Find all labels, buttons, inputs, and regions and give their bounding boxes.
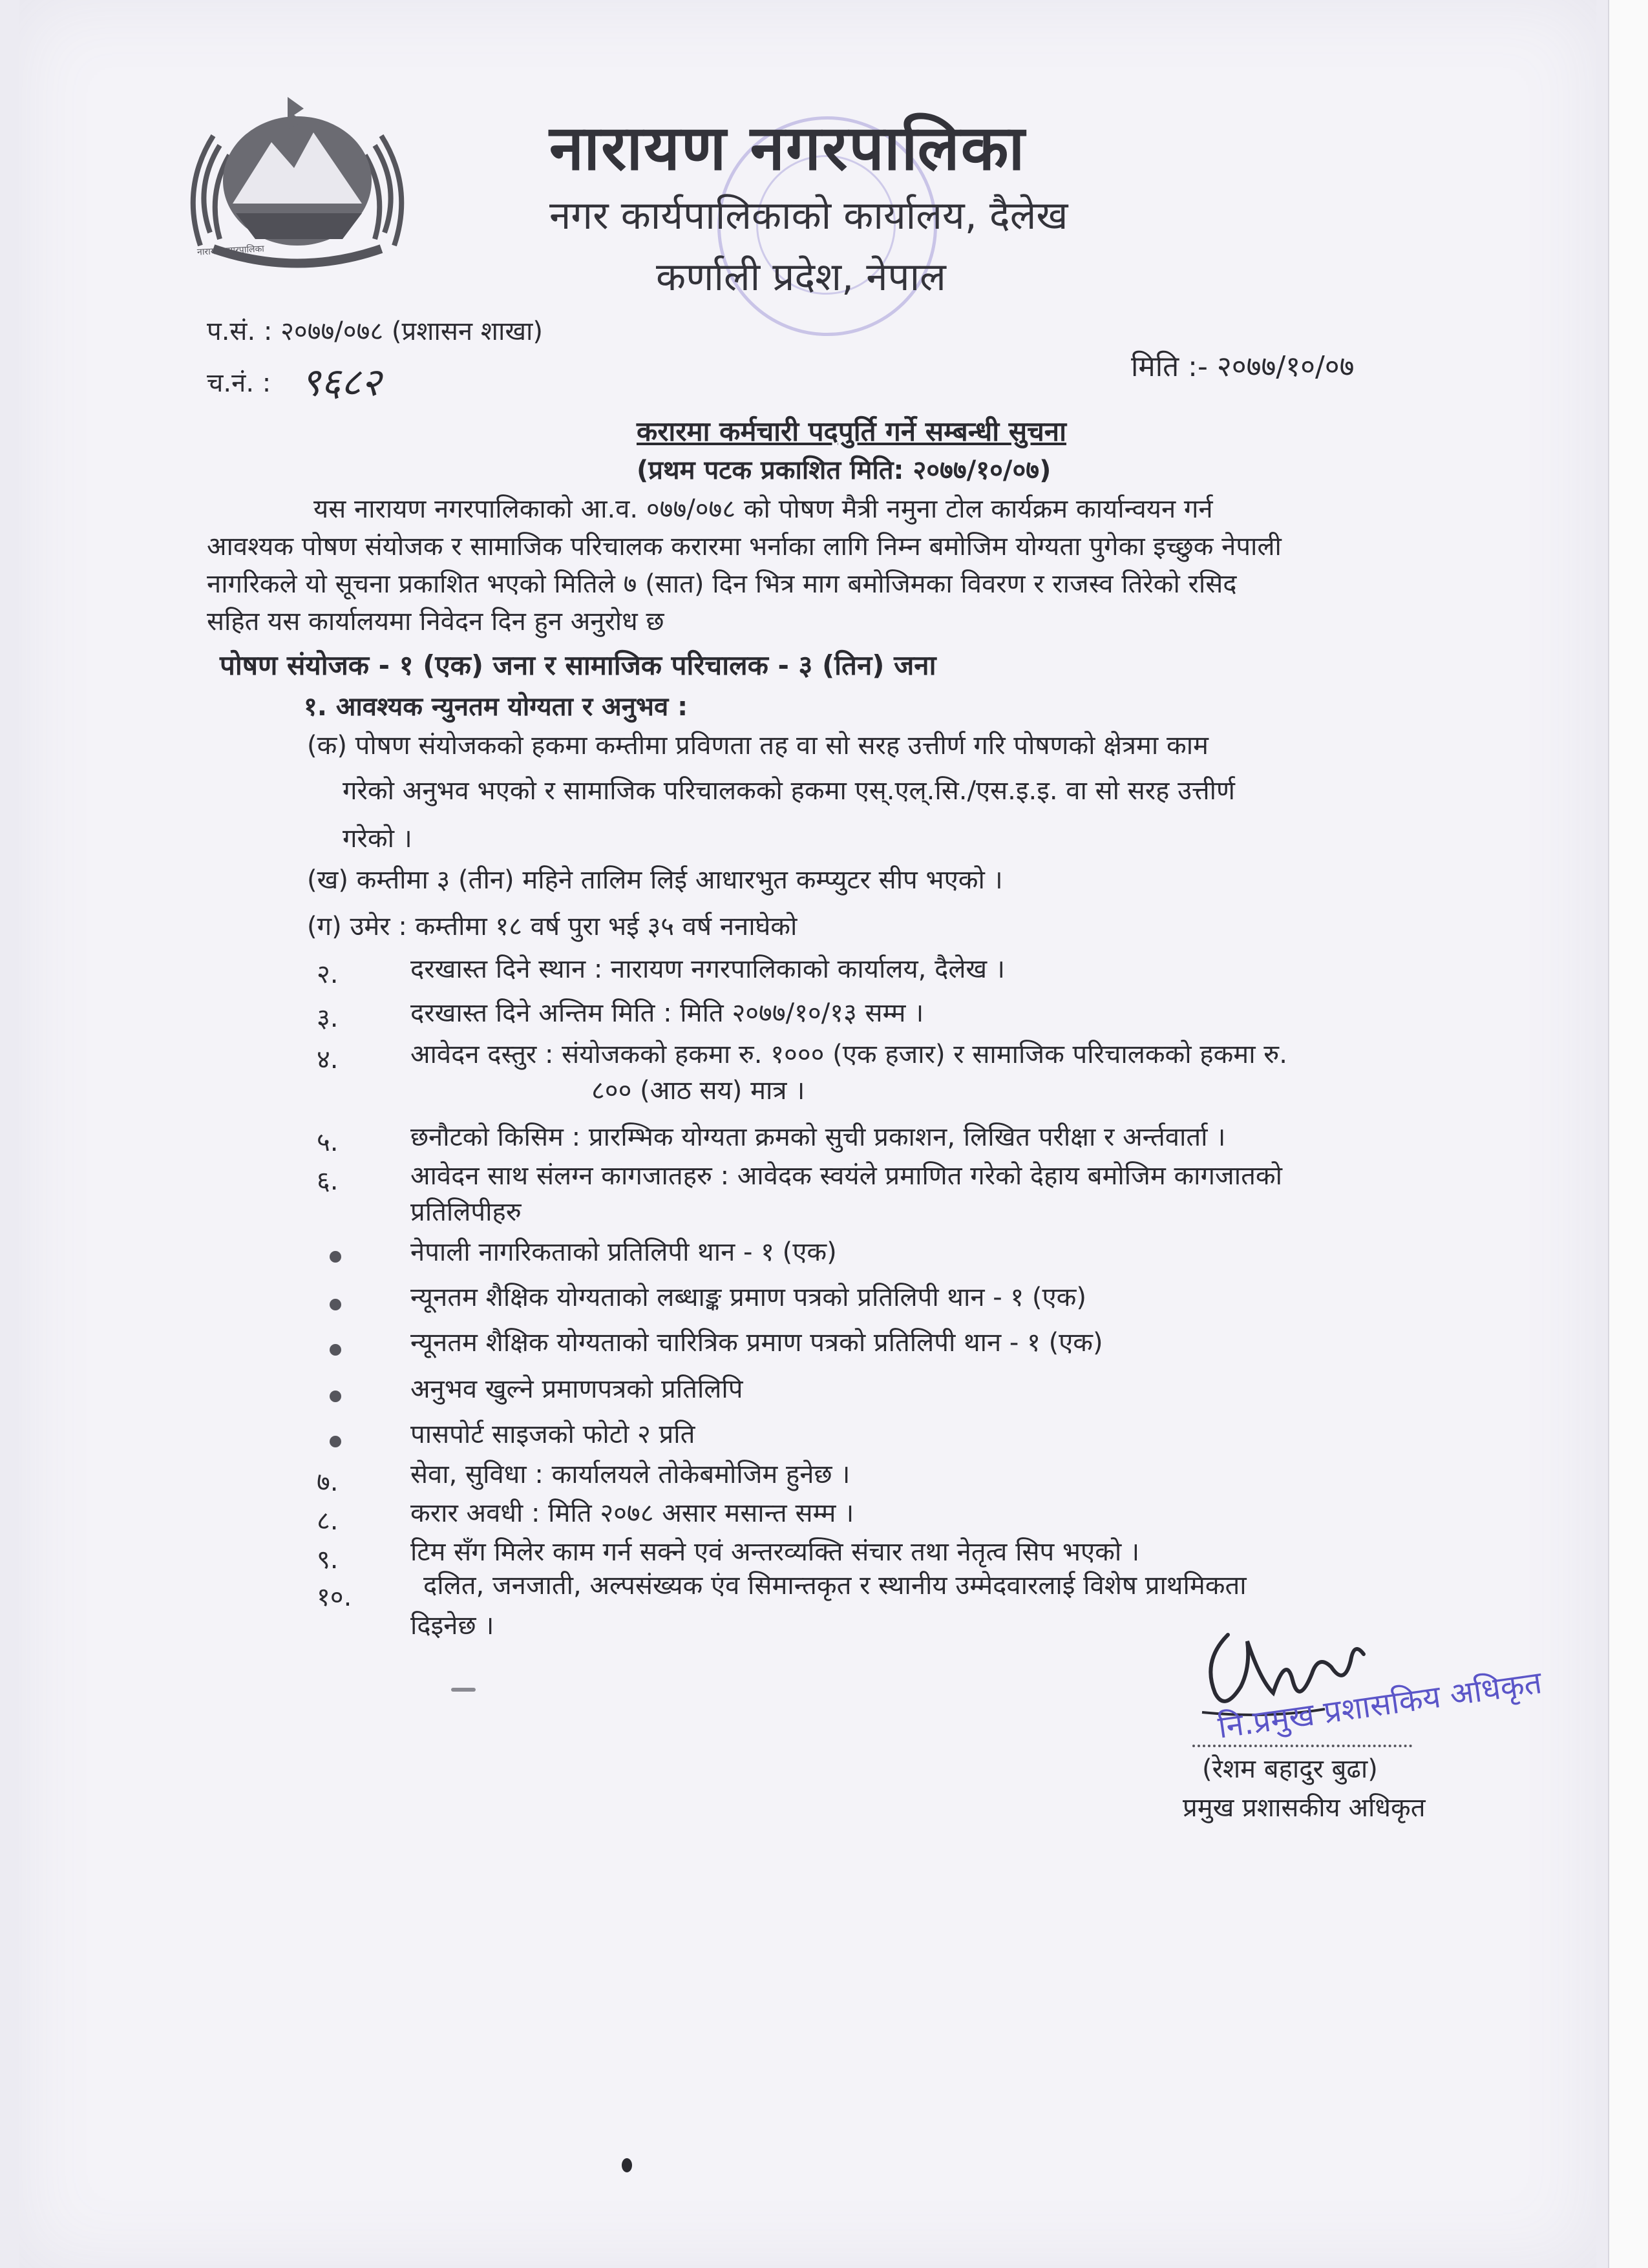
notice-title: करारमा कर्मचारी पदपुर्ति गर्ने सम्बन्धी सुचना — [637, 415, 1066, 447]
item-text-continued: दिइनेछ । — [410, 1611, 494, 1641]
intro-line-4: सहित यस कार्यालयमा निवेदन दिन हुन अनुरोध छ — [207, 607, 664, 636]
item-text: दरखास्त दिने अन्तिम मिति : मिति २०७७/१०/१३ सम्म । — [410, 998, 924, 1028]
item-number: ५. — [317, 1128, 339, 1157]
emblem-ribbon-text: नारायण नगरपालिका — [196, 244, 265, 258]
item-number: ९. — [317, 1545, 339, 1575]
item-number: ४. — [317, 1045, 339, 1075]
page-title: नारायण नगरपालिका — [549, 112, 1026, 184]
item-text: दरखास्त दिने स्थान : नारायण नगरपालिकाको कार्यालय, दैलेख । — [410, 954, 1006, 984]
item-text: करार अवधी : मिति २०७८ असार मसान्त सम्म । — [410, 1498, 854, 1528]
signatory-designation: प्रमुख प्रशासकीय अधिकृत — [1183, 1793, 1426, 1823]
office-name: नगर कार्यपालिकाको कार्यालय, दैलेख — [549, 193, 1068, 238]
intro-line-2: आवश्यक पोषण संयोजक र सामाजिक परिचालक करारमा भर्नाका लागि निम्न बमोजिम योग्यता पुगेका इच्छुक नेपाली — [207, 532, 1282, 562]
posts-summary: पोषण संयोजक - १ (एक) जना र सामाजिक परिचालक - ३ (तिन) जना — [220, 649, 936, 681]
dispatch-number: ९६८२ — [301, 360, 381, 405]
item-text: आवेदन दस्तुर : संयोजकको हकमा रु. १००० (एक हजार) र सामाजिक परिचालकको हकमा रु. — [410, 1040, 1287, 1069]
province-name: कर्णाली प्रदेश, नेपाल — [656, 255, 946, 300]
item-text-continued: ८०० (आठ सय) मात्र । — [591, 1076, 805, 1106]
item-text: सेवा, सुविधा : कार्यालयले तोकेबमोजिम हुनेछ । — [410, 1460, 850, 1489]
item-text: आवेदन साथ संलग्न कागजातहरु : आवेदक स्वयंले प्रमाणित गरेको देहाय बमोजिम कागजातको — [410, 1161, 1282, 1191]
document-item: अनुभव खुल्ने प्रमाणपत्रको प्रतिलिपि — [410, 1374, 743, 1404]
bullet-icon — [330, 1344, 341, 1356]
reference-number: प.सं. : २०७७/०७८ (प्रशासन शाखा) — [207, 317, 544, 346]
item-number: १०. — [317, 1582, 352, 1612]
signatory-name: (रेशम बहादुर बुढा) — [1202, 1754, 1378, 1784]
item-text: टिम सँग मिलेर काम गर्न सक्ने एवं अन्तरव्यक्ति संचार तथा नेतृत्व सिप भएको । — [410, 1537, 1140, 1567]
item-number: ७. — [317, 1467, 339, 1497]
item-text: दलित, जनजाती, अल्पसंख्यक एंव सिमान्तकृत र स्थानीय उम्मेदवारलाई विशेष प्राथमिकता — [423, 1571, 1247, 1601]
ink-mark — [451, 1688, 476, 1692]
dispatch-label: च.नं. : — [207, 368, 271, 398]
bullet-icon — [330, 1299, 341, 1310]
item-number: २. — [317, 960, 339, 989]
qualification-heading: १. आवश्यक न्युनतम योग्यता र अनुभव : — [304, 692, 688, 722]
item-number: ६. — [317, 1166, 339, 1196]
item-number: ३. — [317, 1003, 339, 1033]
document-item: पासपोर्ट साइजको फोटो २ प्रति — [410, 1420, 695, 1449]
ink-dot — [622, 2158, 632, 2172]
notice-date: मिति :- २०७७/१०/०७ — [1131, 350, 1355, 383]
qualification-ka-line-2: गरेको अनुभव भएको र सामाजिक परिचालकको हकमा एस्.एल्.सि./एस.इ.इ. वा सो सरह उत्तीर्ण — [343, 776, 1235, 806]
document-item: न्यूनतम शैक्षिक योग्यताको लब्धाङ्क प्रमाण पत्रको प्रतिलिपी थान - १ (एक) — [410, 1283, 1086, 1312]
bullet-icon — [330, 1391, 341, 1402]
scanner-edge — [1608, 0, 1648, 2268]
qualification-ga: (ग) उमेर : कम्तीमा १८ वर्ष पुरा भई ३५ वर्ष ननाघेको — [307, 912, 798, 941]
bullet-icon — [330, 1436, 341, 1447]
item-text: छनौटको किसिम : प्रारम्भिक योग्यता क्रमको सुची प्रकाशन, लिखित परीक्षा र अर्न्तवार्ता । — [410, 1122, 1226, 1152]
document-item: न्यूनतम शैक्षिक योग्यताको चारित्रिक प्रमाण पत्रको प्रतिलिपी थान - १ (एक) — [410, 1328, 1103, 1358]
qualification-ka-line-1: (क) पोषण संयोजकको हकमा कम्तीमा प्रविणता तह वा सो सरह उत्तीर्ण गरि पोषणको क्षेत्रमा काम — [307, 731, 1209, 761]
notice-published-date: (प्रथम पटक प्रकाशित मिति: २०७७/१०/०७) — [637, 456, 1051, 485]
qualification-ka-line-3: गरेको । — [343, 824, 412, 854]
document-page — [19, 0, 1596, 2268]
qualification-kha: (ख) कम्तीमा ३ (तीन) महिने तालिम लिई आधारभुत कम्प्युटर सीप भएको । — [307, 865, 1003, 895]
bullet-icon — [330, 1251, 341, 1263]
item-number: ८. — [317, 1506, 339, 1536]
signature-stamp-text: नि.प्रमुख प्रशासकिय अधिकृत — [1216, 1664, 1545, 1746]
intro-line-3: नागरिकले यो सूचना प्रकाशित भएको मितिले ७ (सात) दिन भित्र माग बमोजिमका विवरण र राजस्व तिरेको रसिद — [207, 569, 1237, 599]
document-item: नेपाली नागरिकताको प्रतिलिपी थान - १ (एक) — [410, 1237, 837, 1267]
item-text-continued: प्रतिलिपीहरु — [410, 1197, 522, 1227]
intro-line-1: यस नारायण नगरपालिकाको आ.व. ०७७/०७८ को पोषण मैत्री नमुना टोल कार्यक्रम कार्यान्वयन गर्न — [313, 494, 1213, 524]
